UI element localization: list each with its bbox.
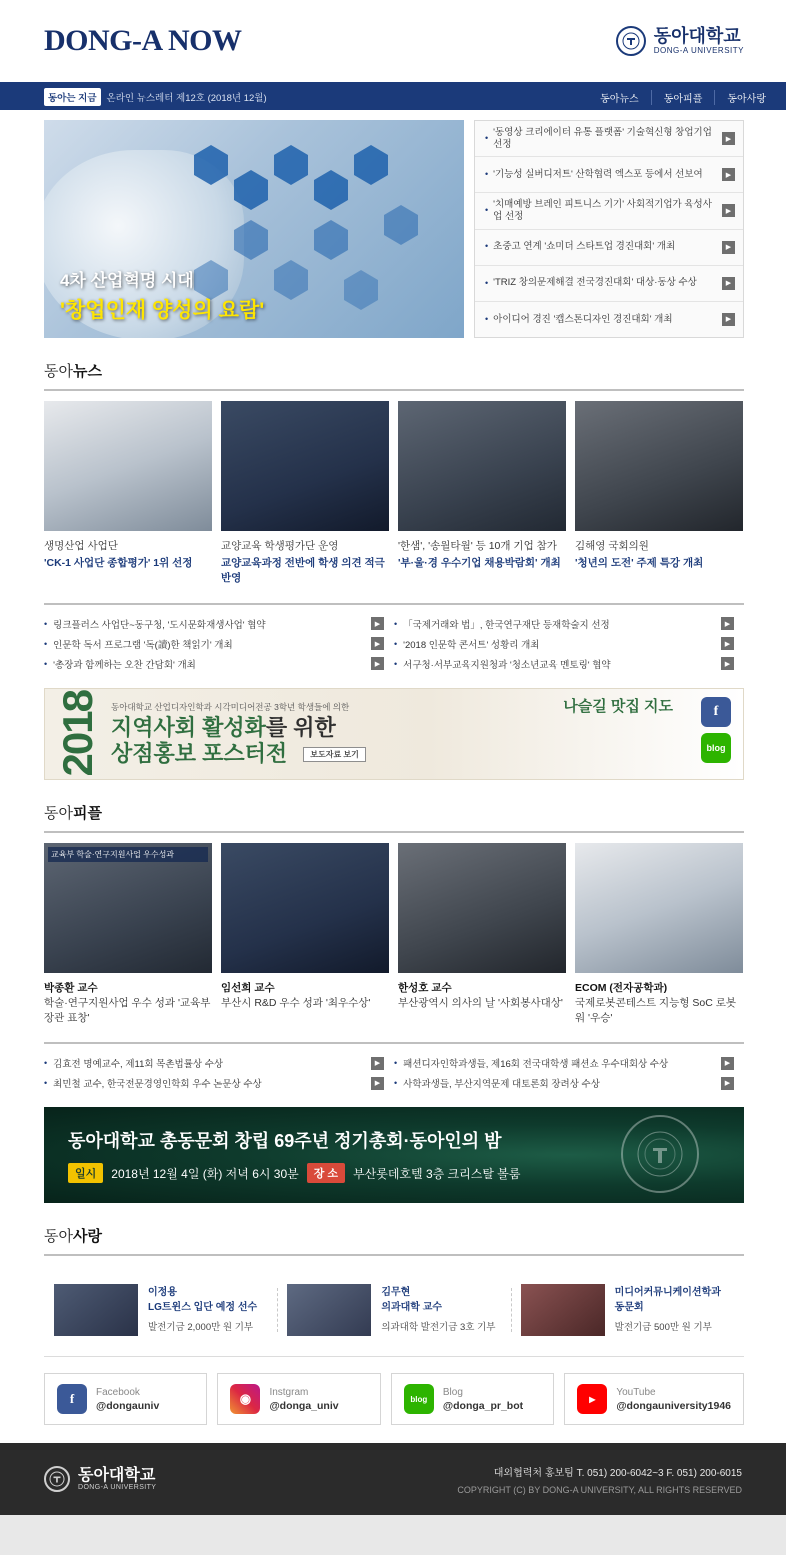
hero-list-item[interactable] [475,302,743,337]
people-card-name: ECOM (전자공학과) [575,981,668,994]
arrow-right-icon[interactable]: ▶ [721,637,734,650]
news-link-label: 인문학 독서 프로그램 '독(讀)한 책읽기' 개최 [53,639,233,651]
people-link-column-left [44,1053,394,1093]
page-footer [0,1443,786,1515]
poster-banner-subtitle: 동아대학교 산업디자인학과 시각미디어전공 3학년 학생들에 의한 [111,702,350,713]
donation-text [148,1285,257,1335]
hero-item-label: 초중고 연계 '쇼미더 스타트업 경진대회' 개최 [493,241,676,253]
event-place-tag: 장 소 [307,1163,345,1183]
footer-seal-icon [44,1466,70,1492]
people-link-row[interactable] [394,1053,744,1073]
news-card-line1: 교양교육 학생평가단 운영 [221,540,339,552]
news-link-label: '총장과 함께하는 오찬 간담회' 개최 [53,659,196,671]
people-card[interactable] [44,843,212,1027]
event-place-text: 부산롯데호텔 3층 크리스탈 볼룸 [353,1166,521,1181]
poster-banner-line2: 상점홍보 포스터전 [111,740,288,766]
bullet-icon: • [44,658,48,669]
blog-icon[interactable]: blog [701,733,731,763]
people-link-label: 패션디자인학과생들, 제16회 전국대학생 패션쇼 우수대회상 수상 [403,1059,669,1071]
news-link-label: 서구청·서부교육지원청과 '청소년교육 멘토링' 협약 [403,659,611,671]
people-link-label: 김효전 명예교수, 제11회 목촌법률상 수상 [53,1059,224,1071]
bullet-icon: • [394,618,398,629]
blog-icon[interactable]: blog [404,1384,434,1414]
sns-label: Facebook [96,1387,140,1399]
donation-amount: 발전기금 500만 원 기부 [614,1322,712,1334]
event-title: 동아대학교 총동문회 창립 69주년 정기총회·동아인의 밤 [68,1131,502,1152]
donor-name: 이정용 [148,1287,177,1299]
news-card-line2: '청년의 도전' 주제 특강 개최 [575,557,704,570]
section-title-love-normal: 동아 [44,1228,73,1246]
section-title-news-normal: 동아 [44,363,73,380]
people-link-list [44,1042,744,1093]
news-card[interactable] [221,401,389,587]
donor-role: LG트윈스 입단 예정 선수 [148,1302,258,1314]
bullet-icon: • [394,1058,398,1069]
people-card-desc: 부산광역시 의사의 날 '사회봉사대상' [398,996,563,1009]
people-card-text [398,981,566,1011]
donation-amount: 발전기금 2,000만 원 기부 [148,1322,254,1334]
sns-instagram[interactable] [217,1373,380,1425]
donor-role: 동문회 [614,1302,644,1314]
nav-subtitle: 온라인 뉴스레터 제12호 (2018년 12월) [106,93,267,104]
arrow-right-icon[interactable]: ▶ [722,241,735,254]
section-title-news-bold: 뉴스 [72,363,102,380]
hero-list-item[interactable] [475,266,743,302]
university-logo[interactable] [616,26,744,56]
news-link-row[interactable] [44,654,394,674]
page-header [0,0,786,84]
news-card[interactable] [575,401,743,587]
facebook-icon[interactable]: f [57,1384,87,1414]
news-card-line2: 'CK-1 사업단 종합평가' 1위 선정 [44,557,193,570]
hero-item-label: '치매예방 브레인 피트니스 기기' 사회적기업가 육성사업 선정 [493,199,712,222]
people-card-name: 임선희 교수 [221,981,275,994]
people-card-name: 한성호 교수 [398,981,452,994]
people-card-desc: 학술·연구지원사업 우수 성과 '교육부장관 표창' [44,996,211,1025]
section-title-love [44,1225,744,1246]
people-card-image[interactable] [44,843,212,973]
site-logo[interactable]: DONG-A NOW [44,24,242,57]
hero-list-item[interactable] [475,121,743,157]
news-card-text [575,539,743,571]
sns-handle: @dongauniv [96,1400,160,1413]
arrow-right-icon[interactable]: ▶ [371,1057,384,1070]
section-title-people-normal: 동아 [44,804,73,822]
people-link-row[interactable] [44,1073,394,1093]
nav-badge: 동아는 지금 [44,88,101,106]
hero-section [0,110,786,338]
people-card-text [221,981,389,1011]
university-seal-icon [616,26,646,56]
donation-item[interactable] [277,1284,510,1336]
news-card-list [0,391,786,587]
hero-caption-line1: 4차 산업혁명 시대 [60,271,194,290]
facebook-icon[interactable]: f [701,697,731,727]
hero-item-label: 'TRIZ 창의문제해결 전국경진대회' 대상·동상 수상 [493,277,697,289]
section-title-love-bold: 사랑 [72,1228,102,1246]
arrow-right-icon[interactable]: ▶ [721,1057,734,1070]
donation-item[interactable] [44,1284,277,1336]
news-link-column-left [44,614,394,674]
sns-handle: @dongauniversity1946 [616,1400,732,1413]
news-card-text [398,539,566,571]
hero-list-item[interactable] [475,193,743,229]
people-link-row[interactable] [394,1073,744,1093]
arrow-right-icon[interactable]: ▶ [721,617,734,630]
news-link-label: '2018 인문학 콘서트' 성황리 개최 [403,639,540,651]
arrow-right-icon[interactable]: ▶ [722,204,735,217]
bullet-icon: • [44,618,48,629]
bullet-icon: • [394,638,398,649]
hero-item-label: 아이디어 경진 '캡스톤디자인 경진대회' 개최 [493,313,673,325]
bullet-icon: • [485,132,489,143]
people-link-label: 사학과생들, 부산지역문제 대토론회 장려상 수상 [403,1079,600,1091]
news-card-text [221,539,389,587]
press-release-button[interactable]: 보도자료 보기 [303,747,366,762]
news-card[interactable] [398,401,566,587]
people-card[interactable] [398,843,566,1027]
alumni-event-banner[interactable] [44,1107,744,1203]
event-seal-icon [621,1115,699,1193]
bullet-icon: • [485,277,489,288]
news-card[interactable] [44,401,212,587]
nav-link-love[interactable]: 동아사랑 [727,93,766,105]
people-card-name: 박종환 교수 [44,981,98,994]
people-link-label: 최민철 교수, 한국전문경영인학회 우수 논문상 수상 [53,1079,262,1091]
sns-label: YouTube [616,1387,656,1399]
news-link-label: 「국제거래와 법」, 한국연구재단 등재학술지 선정 [403,619,610,631]
footer-university-en: DONG-A UNIVERSITY [78,1483,157,1491]
bullet-icon: • [394,1078,398,1089]
donation-amount: 의과대학 발전기금 3호 기부 [381,1322,496,1334]
news-card-image[interactable] [398,401,566,531]
university-name-ko: 동아대학교 [653,26,741,47]
people-card[interactable] [221,843,389,1027]
news-card-text [44,539,212,571]
news-card-image[interactable] [221,401,389,531]
sns-handle: @donga_univ [269,1400,339,1413]
event-date-text: 2018년 12월 4일 (화) 저녁 6시 30분 [111,1166,299,1181]
people-card-desc: 부산시 R&D 우수 성과 '최우수상' [221,996,371,1009]
bullet-icon: • [44,638,48,649]
news-link-row[interactable] [394,654,744,674]
sns-facebook[interactable] [44,1373,207,1425]
donation-item[interactable] [511,1284,744,1336]
sns-bar [44,1356,744,1443]
nav-link-people[interactable]: 동아피플 [652,90,716,105]
people-link-column-right [394,1053,744,1093]
sns-youtube[interactable] [564,1373,744,1425]
people-card-desc: 국제로봇콘테스트 지능형 SoC 로봇워 '우승' [575,996,737,1025]
donation-photo[interactable] [287,1284,371,1336]
arrow-right-icon[interactable]: ▶ [721,1077,734,1090]
news-link-row[interactable] [44,614,394,634]
donation-text [381,1285,495,1335]
arrow-right-icon[interactable]: ▶ [371,617,384,630]
arrow-right-icon[interactable]: ▶ [722,313,735,326]
arrow-right-icon[interactable]: ▶ [722,132,735,145]
people-card[interactable] [575,843,743,1027]
people-link-row[interactable] [44,1053,394,1073]
arrow-right-icon[interactable]: ▶ [721,657,734,670]
news-card-line1: 김해영 국회의원 [575,540,649,552]
poster-banner-line1a: 지역사회 활성화 [111,715,266,741]
poster-banner-text [111,701,366,766]
news-card-image[interactable] [44,401,212,531]
footer-copyright: COPYRIGHT (C) BY DONG-A UNIVERSITY, ALL RIGHTS RESERVED [457,1484,742,1495]
news-link-label: 링크플러스 사업단~동구청, '도시문화재생사업' 협약 [53,619,266,631]
sns-handle: @donga_pr_bot [442,1400,524,1413]
donation-text [615,1285,721,1335]
donor-role: 의과대학 교수 [381,1302,443,1314]
section-title-people [44,802,744,823]
hero-caption-line2: '창업인재 양성의 요람' [60,299,265,322]
nav-link-news[interactable]: 동아뉴스 [588,90,652,105]
arrow-right-icon[interactable]: ▶ [722,277,735,290]
sns-label: Blog [442,1387,463,1399]
section-divider [44,1254,744,1256]
donation-photo[interactable] [54,1284,138,1336]
news-link-list [44,603,744,674]
arrow-right-icon[interactable]: ▶ [722,168,735,181]
news-card-line2: '부·울·경 우수기업 채용박람회' 개최 [398,557,561,570]
donor-name: 김무현 [381,1287,411,1299]
bullet-icon: • [394,658,398,669]
news-card-image[interactable] [575,401,743,531]
people-card-text [575,981,743,1027]
bullet-icon: • [485,169,489,180]
hero-headline-list [474,120,744,338]
bullet-icon: • [44,1058,48,1069]
bullet-icon: • [44,1078,48,1089]
poster-banner-map-text: 나슬길 맛집 지도 [563,697,673,715]
hero-list-item[interactable] [475,230,743,266]
sns-label: Instgram [269,1387,309,1399]
news-card-line1: 생명산업 사업단 [44,540,118,552]
news-card-line3: 교양교육과정 전반에 학생 의견 적극 반영 [221,557,385,585]
news-link-column-right [394,614,744,674]
people-card-image[interactable] [398,843,566,973]
hero-list-item[interactable] [475,157,743,193]
bullet-icon: • [485,205,489,216]
people-card-list [0,833,786,1027]
news-link-row[interactable] [394,614,744,634]
footer-logo [44,1466,156,1492]
instagram-icon[interactable]: ◉ [230,1384,260,1414]
hero-item-label: '기능성 실버디저트' 산학협력 엑스포 등에서 선보여 [493,168,703,180]
section-title-news [44,360,744,381]
event-date-tag: 일시 [68,1163,103,1183]
arrow-right-icon[interactable]: ▶ [371,1077,384,1090]
people-card-image[interactable] [221,843,389,973]
people-card-text [44,981,212,1027]
people-card-overlay-label: 교육부 학술·연구지원사업 우수성과 [48,847,208,862]
donation-photo[interactable] [521,1284,605,1336]
arrow-right-icon[interactable]: ▶ [371,657,384,670]
footer-university-ko: 동아대학교 [78,1466,156,1484]
news-link-row[interactable] [44,634,394,654]
youtube-icon[interactable]: ▶ [577,1384,607,1414]
people-card-image[interactable] [575,843,743,973]
poster-banner-year: 2018 [54,690,101,777]
hero-item-label: '동영상 크리에이터 유통 플랫폼' 기술혁신형 창업기업 선정 [493,126,712,150]
bullet-icon: • [485,313,489,324]
bullet-icon: • [485,241,489,252]
news-link-row[interactable] [394,634,744,654]
hero-image[interactable] [44,120,464,338]
sns-blog[interactable] [391,1373,554,1425]
footer-contact: 대외협력처 홍보팀 T. 051) 200-6042~3 F. 051) 200-6015 [493,1467,742,1479]
donor-name: 미디어커뮤니케이션학과 [614,1287,721,1299]
hero-caption [60,266,264,324]
main-navbar [0,84,786,110]
poster-exhibition-banner[interactable] [44,688,744,780]
donation-list [44,1268,744,1336]
section-title-people-bold: 피플 [72,804,102,822]
poster-banner-line1b: 를 위한 [265,715,336,741]
university-name-en: DONG-A UNIVERSITY [653,45,744,55]
arrow-right-icon[interactable]: ▶ [371,637,384,650]
news-card-line1: '한샘', '송월타월' 등 10개 기업 참가 [398,540,557,552]
